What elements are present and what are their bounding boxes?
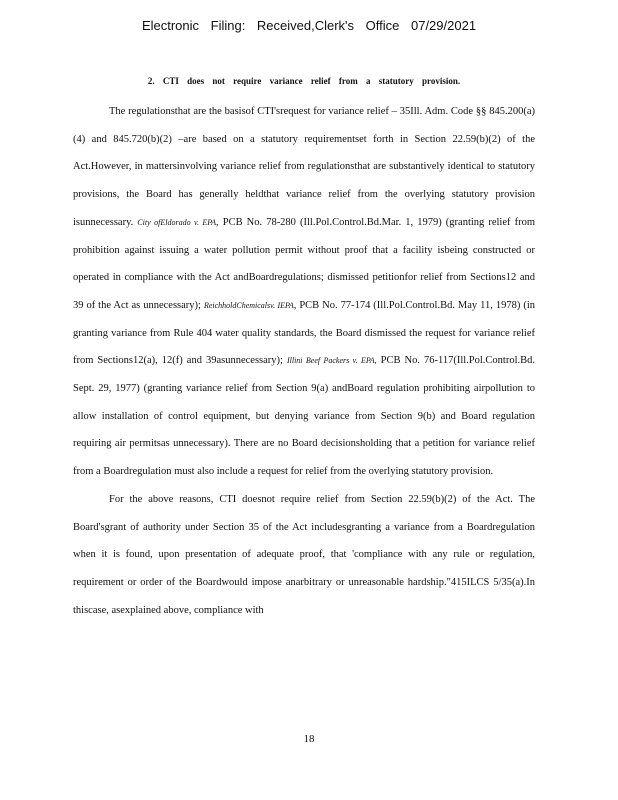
filing-stamp-header: Electronic Filing: Received,Clerk's Office 07/29/2021 (141, 18, 477, 33)
paragraph-text: , PCB No. 77-174 (Ill.Pol.Control.Bd. May 11, 1978) (in granting variance from Rule 404 water quality standards, the Board dismissed the request for variance relief from Sections12(a), 12(f) and 39asunnecessary); (73, 299, 535, 367)
case-citation: City ofEldorado v. EPA (137, 217, 217, 227)
paragraph-variance-precedent (73, 98, 535, 486)
paragraph-text: PCB No. 76-117(Ill.Pol.Control.Bd. Sept. 29, 1977) (granting variance relief from Section 9(a) andBoard regulation prohibiting airpollution to allow installation of control equipment, but denying variance from Section 9(b) and Board regulation requiring air permitsas unnecessary). There are no Board decisionsholding that a petition for variance relief from a Boardregulation must also include a request for relief from the overlying statutory provision. (73, 355, 535, 478)
paragraph-text: , PCB No. 78-280 (Ill.Pol.Control.Bd.Mar. 1, 1979) (granting relief from prohibition against issuing a water pollution permit without proof that a facility isbeing constructed or operated in compliance with the Act andBoardregulations; dismissed petitionfor relief from Sections12 and 39 of the Act as unnecessary); (73, 216, 535, 311)
section-heading: 2. CTI does not require variance relief from a statutory provision. (147, 76, 461, 86)
page-number: 18 (303, 733, 315, 745)
paragraph-text: The regulationsthat are the basisof CTI'srequest for variance relief – 35Ill. Adm. Code §§ 845.200(a)(4) and 845.720(b)(2) –are based on a statutory requirementset forth in Section 22.59(b)(2) of the Act.However, in mattersinvolving variance relief from regulationsthat are substantively identical to statutory provisions, the Board has generally heldthat variance relief from the overlying statutory provision isunnecessary. (73, 106, 535, 228)
document-body (73, 72, 535, 624)
case-citation: Illini Beef Packers v. EPA, (286, 356, 377, 366)
paragraph-conclusion: For the above reasons, CTI doesnot require relief from Section 22.59(b)(2) of the Act. The Board'sgrant of authority under Section 35 of the Act includesgranting a variance from a Boardregulation when it is found, upon presentation of adequate proof, that 'compliance with any rule or regulation, requirement or order of the Boardwould impose anarbitrary or unreasonable hardship."415ILCS 5/35(a).In thiscase, asexplained above, compliance with (73, 493, 535, 616)
case-citation: ReichholdChemicalsv. IEPA (203, 300, 294, 310)
